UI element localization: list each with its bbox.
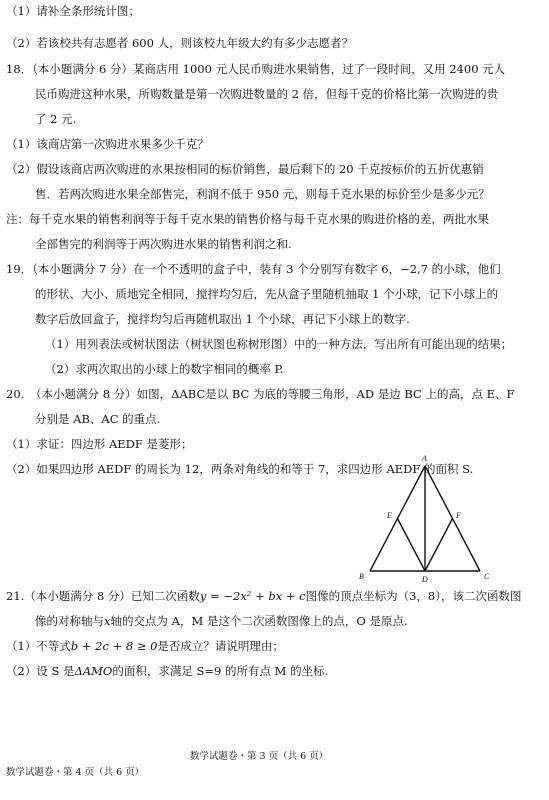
q18-stem-line2: 民币购进这种水果，所购数量是第一次购进数量的 2 倍，但每千克的价格比第一次购进的贵: [35, 87, 499, 101]
q21-part2-text2: 的面积，求满足 S=9 的所有点 M 的坐标.: [112, 664, 329, 678]
segment-ed: [398, 519, 426, 572]
q21-stem-text2: 图像的顶点坐标为（3，8），该二次函数图: [305, 589, 522, 603]
q17-part2: （2）若该校共有志愿者 600 人，则该校九年级大约有多少志愿者？: [6, 36, 354, 50]
q18-part2-line2: 售．若两次购进水果全部售完，利润不低于 950 元，则每千克水果的标价至少是多少元？: [35, 187, 490, 201]
q20-stem-line2: 分别是 AB、AC 的重点.: [35, 412, 161, 426]
q19-stem-line3: 数字后放回盒子，搅拌均匀后再随机取出 1 个小球，再记下小球上的数字.: [35, 312, 410, 326]
q20-part2: （2）如果四边形 AEDF 的周长为 12，两条对角线的和等于 7，求四边形 AEDF 的面积 S.: [6, 462, 474, 476]
q21-function-formula: y = −2x² + bx + c: [199, 589, 306, 603]
q18-part1: （1）该商店第一次购进水果多少千克？: [6, 137, 209, 151]
q21-part2-text1: （2）设 S 是: [6, 664, 75, 678]
q21-inequality: b + 2c + 8 ≥ 0: [70, 639, 158, 653]
q21-stem-text1: 21.（本小题满分 8 分）已知二次函数: [6, 589, 200, 603]
q21-stem-text3: 像的对称轴与: [35, 614, 104, 628]
label-a: A: [422, 454, 427, 463]
q21-part2: [6, 663, 328, 680]
q17-part1: （1）请补全条形统计图；: [6, 4, 140, 18]
q18-stem-line3: 了 2 元.: [35, 112, 77, 126]
q21-x-variable: x: [104, 614, 111, 628]
label-c: C: [484, 572, 490, 581]
segment-fd: [425, 519, 453, 572]
q18-part2-line1: （2）假设该商店两次购进的水果按相同的标价销售，最后剩下的 20 千克按标价的五折优惠销: [6, 162, 484, 176]
q21-triangle-amo: ΔAMO: [74, 664, 113, 678]
q19-part1: （1）用列表法或树状图法（树状图也称树形图）中的一种方法，写出所有可能出现的结果；: [45, 337, 513, 351]
q19-stem-line2: 的形状、大小、质地完全相同，搅拌均匀后，先从盒子里随机抽取 1 个小球，记下小球上的: [35, 287, 499, 301]
q21-part1-text1: （1）不等式: [6, 639, 71, 653]
label-e: E: [387, 511, 392, 520]
q18-stem-line1: 18．（本小题满分 6 分）某商店用 1000 元人民币购进水果销售，过了一段时间，又用 2400 元人: [6, 62, 506, 76]
q20-stem-line1: 20. （本小题满分 8 分）如图，ΔABC是以 BC 为底的等腰三角形，AD 是边 BC 上的高，点 E、F: [6, 387, 515, 401]
q18-note-line2: 全部售完的利润等于两次购进水果的销售利润之和.: [35, 237, 292, 251]
footer-page-3: 数学试题卷・第 3 页（共 6 页）: [190, 751, 329, 762]
q18-note-line1: 注：每千克水果的销售利润等于每千克水果的销售价格与每千克水果的购进价格的差，两批水果: [6, 212, 489, 226]
q21-stem-line2: [35, 613, 408, 630]
q21-stem-text4: 轴的交点为 A，M 是这个二次函数图像上的点，O 是原点.: [110, 614, 408, 628]
q19-stem-line1: 19．（本小题满分 7 分）在一个不透明的盒子中，装有 3 个分别写有数字 6，−2,7 的小球，他们: [6, 262, 501, 276]
q20-part1: （1）求证：四边形 AEDF 是菱形；: [6, 437, 193, 451]
footer-page-4: 数学试题卷・第 4 页（共 6 页）: [6, 767, 145, 778]
label-b: B: [359, 572, 364, 581]
triangle-figure: [355, 450, 505, 590]
q21-stem-line1: [6, 588, 522, 605]
q21-part1-text2: 是否成立？请说明理由；: [157, 639, 284, 653]
q19-part2: （2）求两次取出的小球上的数字相同的概率 P.: [45, 362, 284, 376]
label-d: D: [422, 575, 428, 584]
label-f: F: [456, 511, 461, 520]
q21-part1: [6, 638, 284, 655]
